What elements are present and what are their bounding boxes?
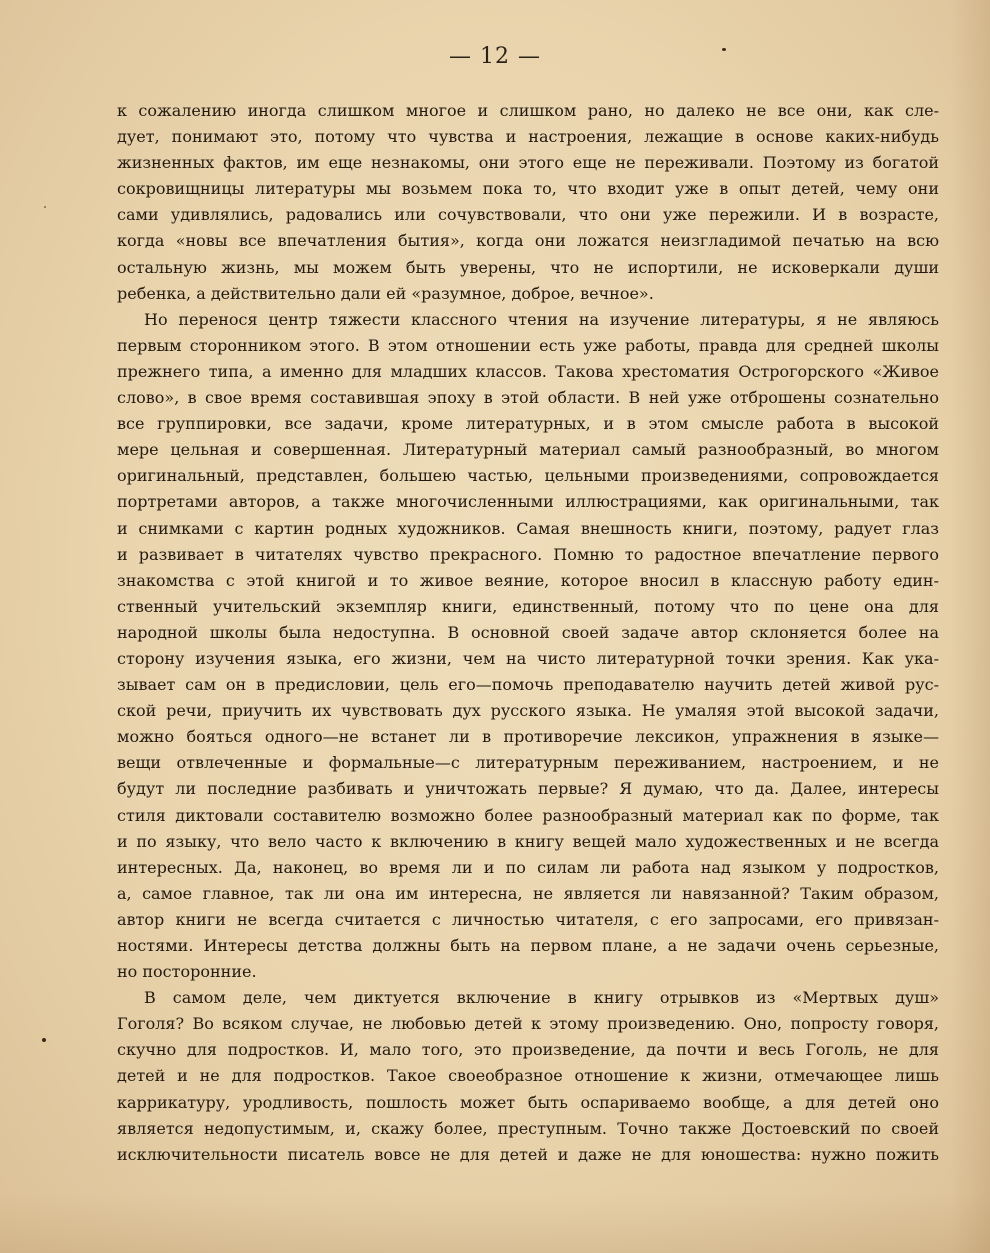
paper-speck (722, 48, 726, 51)
text-line: В самом деле, чем диктуется включение в книгу отрывков из «Мертвых душ» (144, 988, 939, 1008)
text-line: ностями. Интересы детства должны быть на первом плане, а не задачи очень серьезные, (117, 936, 939, 955)
text-line: когда «новы все впечатления бытия», когда они ложатся неизгладимой печатью на всю (117, 231, 939, 251)
text-line: ребенка, а действительно дали ей «разумное, доброе, вечное». (117, 283, 654, 303)
text-line: скучно для подростков. И, мало того, это произведение, да почти и весь Гоголь, не для (117, 1040, 939, 1060)
text-line: Но перенося центр тяжести классного чтения на изучение литературы, я не являюсь (144, 309, 939, 329)
text-line: и развивает в читателях чувство прекрасного. Помню то радостное впечатление первого (117, 544, 939, 564)
text-line: дует, понимают это, потому что чувства и настроения, лежащие в основе каких-нибудь (117, 127, 939, 147)
text-line: исключительности писатель вовсе не для детей и даже не для юношества: нужно пожить (117, 1144, 939, 1164)
text-line: и по языку, что вело часто к включению в книгу вещей мало художественных и не всегда (117, 831, 939, 851)
text-line: оригинальный, представлен, большею частью, цельными произведениями, сопровождается (117, 466, 939, 486)
text-line: сокровищницы литературы мы возьмем пока то, что входит уже в опыт детей, чему они (117, 179, 939, 199)
page-number: — 12 — (449, 44, 541, 69)
page-edge-shadow-right (950, 0, 990, 1253)
text-line: сторону изучения языка, его жизни, чем на чисто литературной точки зрения. Как ука- (117, 648, 939, 668)
text-line: слово», в свое время составившая эпоху в этой области. В ней уже отброшены сознательно (117, 388, 939, 408)
paragraph-1 (117, 98, 939, 307)
text-line: мере цельная и совершенная. Литературный материал самый разнообразный, во многом (117, 440, 939, 460)
paragraph-2 (117, 307, 939, 985)
text-line: автор книги не всегда считается с личностью читателя, с его запросами, его привязан- (117, 909, 939, 929)
text-line: является недопустимым, и, скажу более, преступным. Точно также Достоевский по своей (117, 1118, 939, 1138)
text-line: и снимками с картин родных художников. Самая внешность книги, поэтому, радует глаз (117, 518, 939, 538)
text-line: можно бояться одного—не встанет ли в противоречие лексикон, упражнения в языке— (117, 727, 939, 747)
text-line: Гоголя? Во всяком случае, не любовью детей к этому произведению. Оно, попросту говоря, (117, 1014, 939, 1034)
text-line: знакомства с этой книгой и то живое веяние, которое вносил в классную работу един- (117, 570, 939, 590)
text-line: стиля диктовали составителю возможно более разнообразный материал как по форме, так (117, 805, 939, 825)
text-line: сами удивлялись, радовались или сочувствовали, что они уже пережили. И в возрасте, (117, 205, 939, 225)
paper-speck (42, 1038, 46, 1042)
text-line: все группировки, все задачи, кроме литературных, и в этом смысле работа в высокой (117, 414, 939, 434)
text-line: но посторонние. (117, 962, 257, 982)
text-line: ственный учительский экземпляр книги, единственный, потому что по цене она для (117, 596, 939, 616)
paper-speck (44, 206, 46, 208)
page-edge-shadow-bottom (0, 1193, 990, 1253)
text-line: детей и не для подростков. Такое своеобразное отношение к жизни, отмечающее лишь (117, 1066, 939, 1086)
body-text (117, 98, 939, 1168)
text-line: жизненных фактов, им еще незнакомы, они этого еще не переживали. Поэтому из богатой (117, 153, 939, 173)
paragraph-3 (117, 985, 939, 1168)
text-line: народной школы была недоступна. В основной своей задаче автор склоняется более на (117, 622, 939, 642)
text-line: будут ли последние разбивать и уничтожать первые? Я думаю, что да. Далее, интересы (117, 779, 939, 799)
text-line: вещи отвлеченные и формальные—с литературным переживанием, настроением, и не (117, 753, 939, 773)
text-line: интересных. Да, наконец, во время ли и по силам ли работа над языком у подростков, (117, 857, 939, 877)
text-line: прежнего типа, а именно для младших классов. Такова хрестоматия Острогорского «Живое (117, 361, 939, 381)
text-line: зывает сам он в предисловии, цель его—помочь преподавателю научить детей живой рус- (117, 675, 939, 695)
text-line: портретами авторов, а также многочисленными иллюстрациями, как оригинальными, так (117, 492, 939, 512)
text-line: к сожалению иногда слишком многое и слишком рано, но далеко не все они, как сле- (117, 101, 939, 120)
text-line: ской речи, приучить их чувствовать дух русского языка. Не умаляя этой высокой задачи, (117, 701, 939, 721)
text-line: а, самое главное, так ли она им интересна, не является ли навязанной? Таким образом, (117, 883, 939, 903)
text-line: остальную жизнь, мы можем быть уверены, что не испортили, не исковеркали души (117, 257, 939, 277)
text-line: каррикатуру, уродливость, пошлость может быть оспариваемо вообще, а для детей оно (117, 1092, 939, 1112)
text-line: первым сторонником этого. В этом отношении есть уже работы, правда для средней школы (117, 335, 939, 355)
